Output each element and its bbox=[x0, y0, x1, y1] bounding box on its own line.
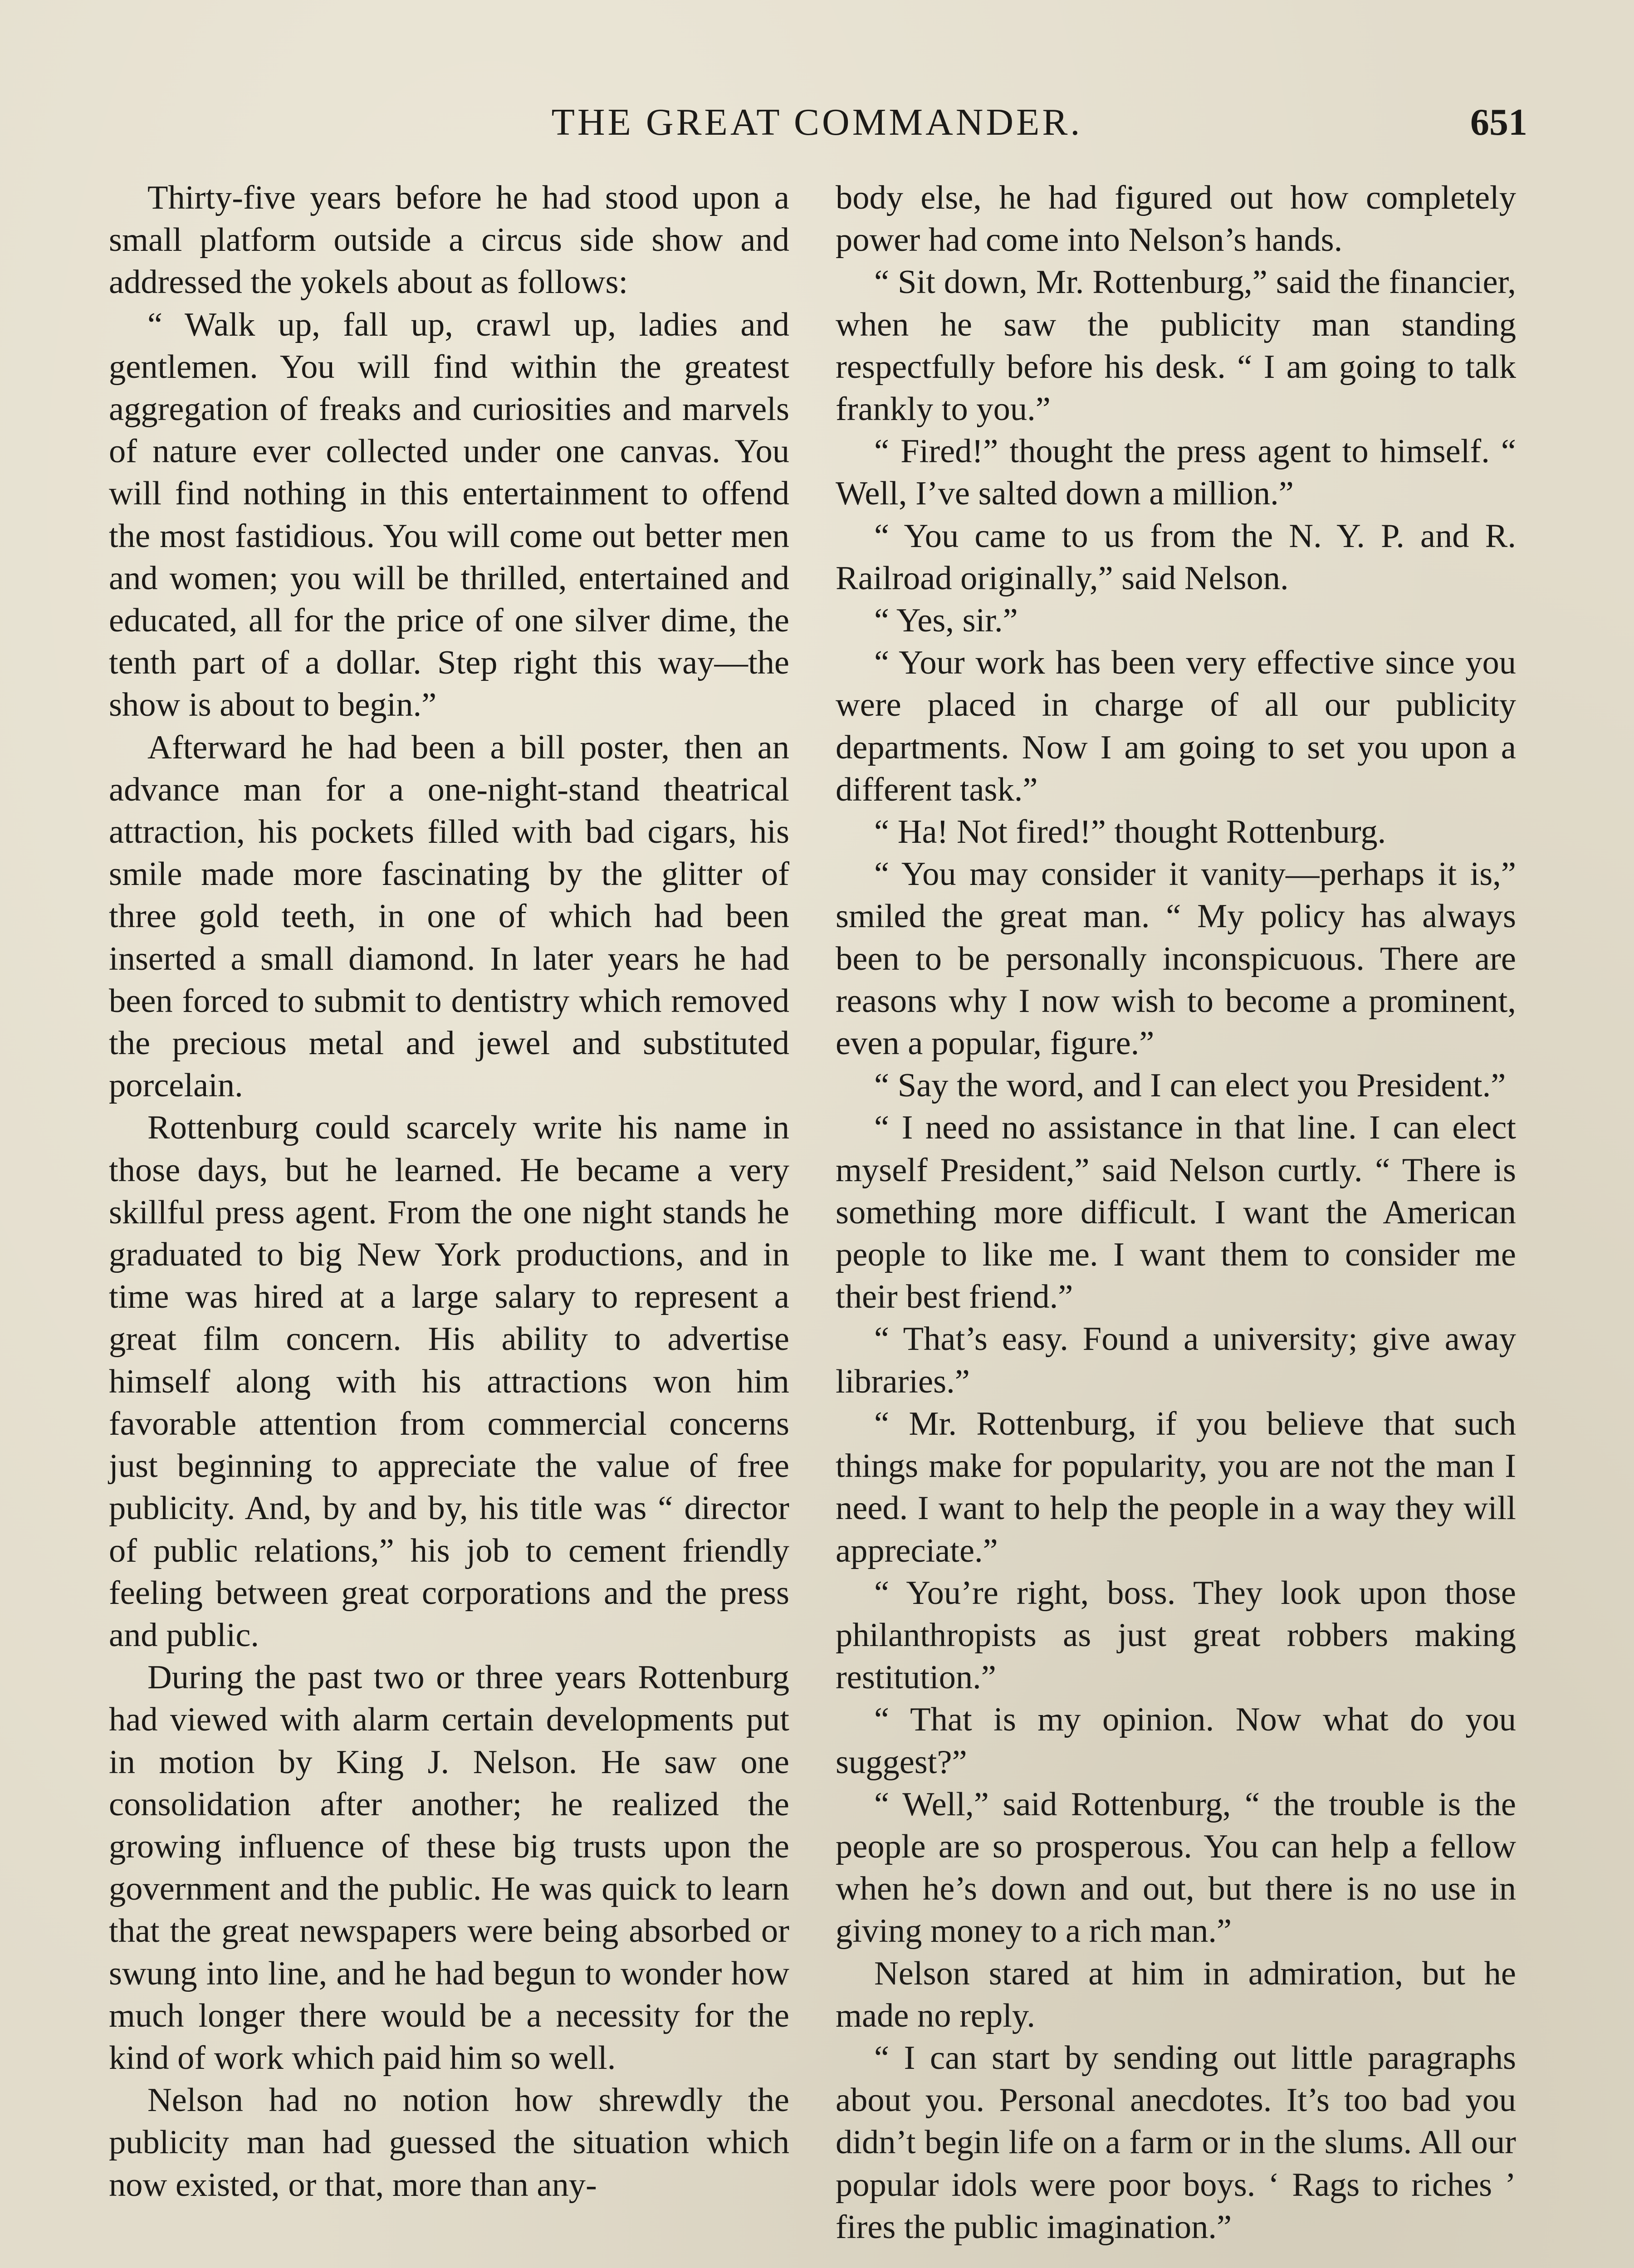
paragraph: Nelson stared at him in admiration, but he made no reply. bbox=[836, 1955, 1516, 2034]
paragraph: “ Mr. Rottenburg, if you believe that such things make for popularity, you are not the man I need. I want to help the people in a way they will appreciate.” bbox=[836, 1405, 1516, 1569]
running-header bbox=[0, 98, 1634, 147]
paragraph: “ Well,” said Rottenburg, “ the trouble is the people are so prosperous. You can help a fellow when he’s down and out, but there is no use in giving money to a rich man.” bbox=[836, 1785, 1516, 1950]
paragraph: “ Yes, sir.” bbox=[874, 602, 1018, 640]
paragraph: “ Walk up, fall up, crawl up, ladies and gentlemen. You will find within the greatest aggregation of freaks and curiosities and marvels of nature ever collected under one canvas. You will find nothing in this entertainment to offend the most fastidious. You will come out better men and women; you will be thrilled, entertained and educated, all for the price of one silver dime, the tenth part of a dollar. Step right this way—the show is about to begin.” bbox=[109, 306, 789, 724]
paragraph: Thirty-five years before he had stood upon a small platform outside a circus side show and addressed the yokels about as follows: bbox=[109, 179, 789, 301]
paragraph: “ Your work has been very effective since you were placed in charge of all our publicity departments. Now I am going to set you upon a different task.” bbox=[836, 644, 1516, 808]
left-column bbox=[109, 177, 789, 2206]
paragraph: “ Say the word, and I can elect you President.” bbox=[874, 1067, 1506, 1105]
paragraph: “ I can start by sending out little paragraphs about you. Personal anecdotes. It’s too bad you didn’t begin life on a farm or in the slums. All our popular idols were poor boys. ‘ Rags to riches ’ fires the public imagination.” bbox=[836, 2039, 1516, 2246]
paragraph: “ I need no assistance in that line. I can elect myself President,” said Nelson curtly. “ There is something more difficult. I want the American people to like me. I want them to consider me their best friend.” bbox=[836, 1109, 1516, 1316]
paragraph: Afterward he had been a bill poster, then an advance man for a one-night-stand theatrical attraction, his pockets filled with bad cigars, his smile made more fascinating by the glitter of three gold teeth, in one of which had been inserted a small diamond. In later years he had been forced to submit to dentistry which removed the precious metal and jewel and substituted porcelain. bbox=[109, 728, 789, 1105]
paragraph: “ You’re right, boss. They look upon those philanthropists as just great robbers making restitution.” bbox=[836, 1574, 1516, 1696]
paragraph: “ You came to us from the N. Y. P. and R. Railroad originally,” said Nelson. bbox=[836, 517, 1516, 597]
right-column bbox=[836, 177, 1516, 2248]
paragraph: “ Sit down, Mr. Rottenburg,” said the financier, when he saw the publicity man standing respectfully before his desk. “ I am going to talk frankly to you.” bbox=[836, 264, 1516, 428]
paragraph-continued: body else, he had figured out how completely power had come into Nelson’s hands. bbox=[836, 179, 1516, 259]
paragraph: “ That’s easy. Found a university; give away libraries.” bbox=[836, 1320, 1516, 1400]
paragraph: During the past two or three years Rottenburg had viewed with alarm certain developments put in motion by King J. Nelson. He saw one consolidation after another; he realized the growing influence of these big trusts upon the government and the public. He was quick to learn that the great newspapers were being absorbed or swung into line, and he had begun to wonder how much longer there would be a necessity for the kind of work which paid him so well. bbox=[109, 1659, 789, 2077]
paragraph: “ Fired!” thought the press agent to himself. “ Well, I’ve salted down a million.” bbox=[836, 433, 1516, 513]
running-title: THE GREAT COMMANDER. bbox=[551, 101, 1083, 143]
paragraph: “ That is my opinion. Now what do you suggest?” bbox=[836, 1701, 1516, 1781]
paragraph: “ You may consider it vanity—perhaps it is,” smiled the great man. “ My policy has always been to be personally inconspicuous. There are reasons why I now wish to become a prominent, even a popular, figure.” bbox=[836, 855, 1516, 1062]
paragraph: Nelson had no notion how shrewdly the publicity man had guessed the situation which now existed, or that, more than any- bbox=[109, 2082, 789, 2204]
paragraph: “ Ha! Not fired!” thought Rottenburg. bbox=[874, 813, 1386, 851]
page-number: 651 bbox=[1470, 101, 1527, 143]
paragraph: Rottenburg could scarcely write his name in those days, but he learned. He became a very skillful press agent. From the one night stands he graduated to big New York productions, and in time was hired at a large salary to represent a great film concern. His ability to advertise himself along with his attractions won him favorable attention from commercial concerns just beginning to appreciate the value of free publicity. And, by and by, his title was “ director of public relations,” his job to cement friendly feeling between great corporations and the press and public. bbox=[109, 1109, 789, 1654]
